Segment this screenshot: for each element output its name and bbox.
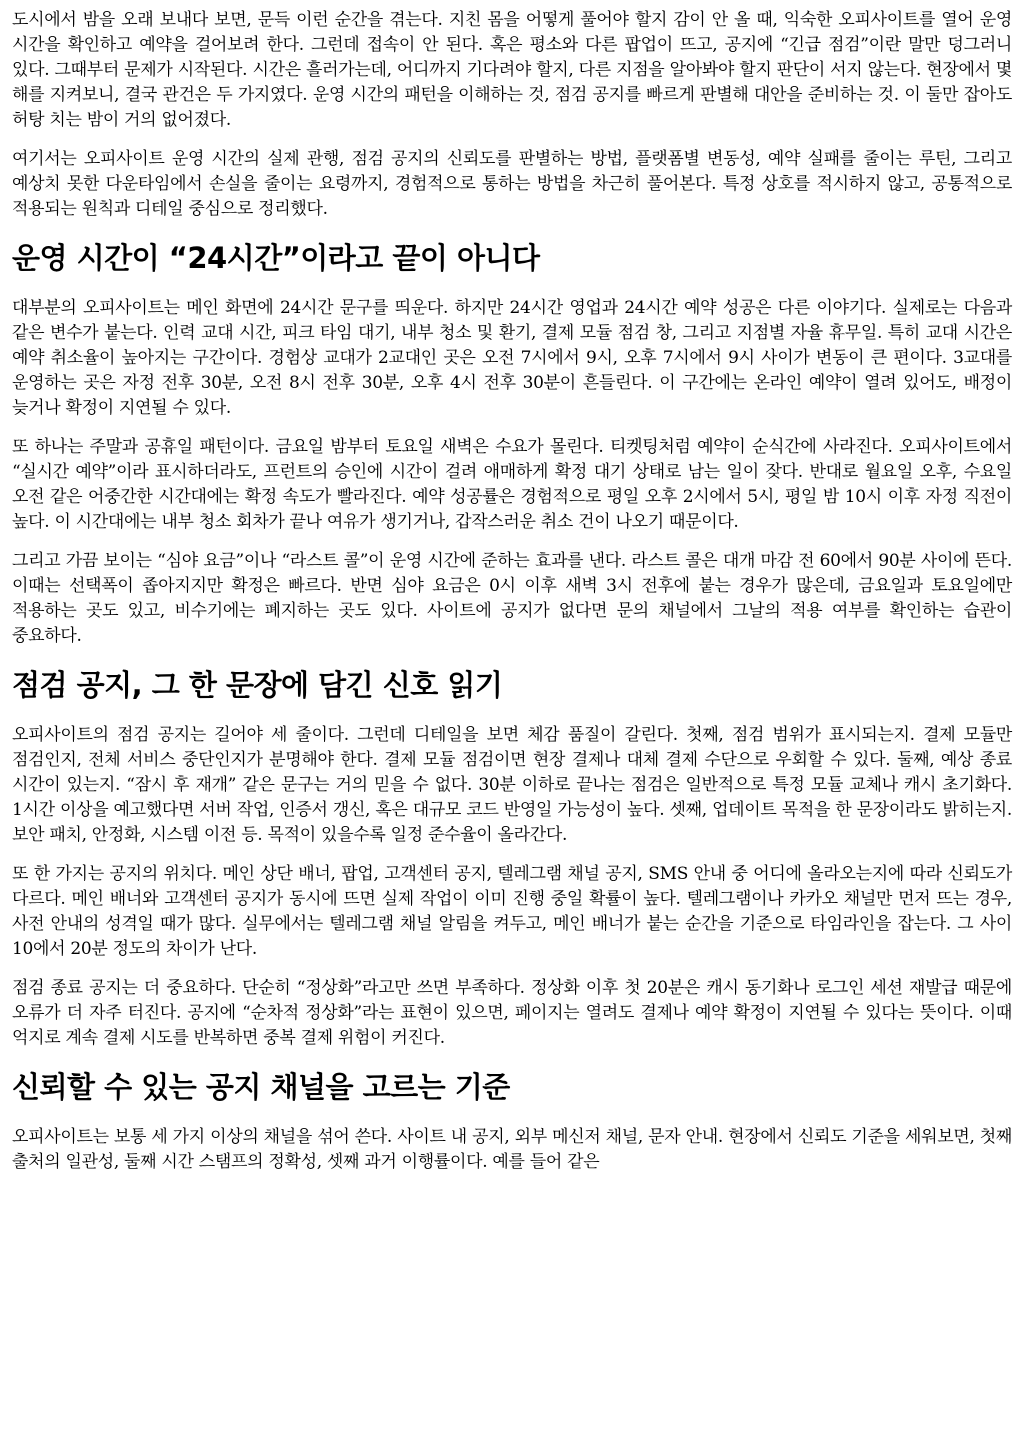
section-heading: 신뢰할 수 있는 공지 채널을 고르는 기준 <box>12 1070 510 1104</box>
section-paragraph: 오피사이트의 점검 공지는 길어야 세 줄이다. 그런데 디테일을 보면 체감 품질이 갈린다. 첫째, 점검 범위가 표시되는지. 결제 모듈만 점검인지, 전체 서비스 중단인지가 분명해야 한다. 결제 모듈 점검이면 현장 결제나 대체 결제 수단으로 우회할 수 있다. 둘째, 예상 종료 시간이 있는지. “잠시 후 재개” 같은 문구는 거의 믿을 수 없다. 30분 이하로 끝나는 점검은 일반적으로 특정 모듈 교체나 캐시 초기화다. 1시간 이상을 예고했다면 서버 작업, 인증서 갱신, 혹은 대규모 코드 반영일 가능성이 높다. 셋째, 업데이트 목적을 한 문장이라도 밝히는지. 보안 패치, 안정화, 시스템 이전 등. 목적이 있을수록 일정 준수율이 올라간다. <box>12 725 1012 845</box>
section-paragraph: 오피사이트는 보통 세 가지 이상의 채널을 섞어 쓴다. 사이트 내 공지, 외부 메신저 채널, 문자 안내. 현장에서 신뢰도 기준을 세워보면, 첫째 출처의 일관성, 둘째 시간 스탬프의 정확성, 셋째 과거 이행률이다. 예를 들어 같은 <box>12 1127 1012 1172</box>
article <box>12 8 1012 1175</box>
intro-paragraph: 여기서는 오피사이트 운영 시간의 실제 관행, 점검 공지의 신뢰도를 판별하는 방법, 플랫폼별 변동성, 예약 실패를 줄이는 루틴, 그리고 예상치 못한 다운타임에서 손실을 줄이는 요령까지, 경험적으로 통하는 방법을 차근히 풀어본다. 특정 상호를 적시하지 않고, 공통적으로 적용되는 원칙과 디테일 중심으로 정리했다. <box>12 149 1012 219</box>
section-paragraph: 그리고 가끔 보이는 “심야 요금”이나 “라스트 콜”이 운영 시간에 준하는 효과를 낸다. 라스트 콜은 대개 마감 전 60에서 90분 사이에 뜬다. 이때는 선택폭이 좁아지지만 확정은 빠르다. 반면 심야 요금은 0시 이후 새벽 3시 전후에 붙는 경우가 많은데, 금요일과 토요일에만 적용하는 곳도 있고, 비수기에는 폐지하는 곳도 있다. 사이트에 공지가 없다면 문의 채널에서 그날의 적용 여부를 확인하는 습관이 중요하다. <box>12 551 1012 646</box>
section-paragraph: 또 하나는 주말과 공휴일 패턴이다. 금요일 밤부터 토요일 새벽은 수요가 몰린다. 티켓팅처럼 예약이 순식간에 사라진다. 오피사이트에서 “실시간 예약”이라 표시하더라도, 프런트의 승인에 시간이 걸려 애매하게 확정 대기 상태로 남는 일이 잦다. 반대로 월요일 오후, 수요일 오전 같은 어중간한 시간대에는 확정 속도가 빨라진다. 예약 성공률은 경험적으로 평일 오후 2시에서 5시, 평일 밤 10시 이후 자정 직전이 높다. 이 시간대에는 내부 청소 회차가 끝나 여유가 생기거나, 갑작스러운 취소 건이 나오기 때문이다. <box>12 437 1012 532</box>
section-paragraph: 점검 종료 공지는 더 중요하다. 단순히 “정상화”라고만 쓰면 부족하다. 정상화 이후 첫 20분은 캐시 동기화나 로그인 세션 재발급 때문에 오류가 더 자주 터진다. 공지에 “순차적 정상화”라는 표현이 있으면, 페이지는 열려도 결제나 예약 확정이 지연될 수 있다는 뜻이다. 이때 억지로 계속 결제 시도를 반복하면 중복 결제 위험이 커진다. <box>12 978 1012 1048</box>
intro-paragraph: 도시에서 밤을 오래 보내다 보면, 문득 이런 순간을 겪는다. 지친 몸을 어떻게 풀어야 할지 감이 안 올 때, 익숙한 오피사이트를 열어 운영 시간을 확인하고 예약을 걸어보려 한다. 그런데 접속이 안 된다. 혹은 평소와 다른 팝업이 뜨고, 공지에 “긴급 점검”이란 말만 덩그러니 있다. 그때부터 문제가 시작된다. 시간은 흘러가는데, 어디까지 기다려야 할지, 다른 지점을 알아봐야 할지 판단이 서지 않는다. 현장에서 몇 해를 지켜보니, 결국 관건은 두 가지였다. 운영 시간의 패턴을 이해하는 것, 점검 공지를 빠르게 판별해 대안을 준비하는 것. 이 둘만 잡아도 허탕 치는 밤이 거의 없어졌다. <box>12 10 1012 130</box>
section-heading: 운영 시간이 “24시간”이라고 끝이 아니다 <box>12 241 540 275</box>
section-paragraph: 대부분의 오피사이트는 메인 화면에 24시간 문구를 띄운다. 하지만 24시간 영업과 24시간 예약 성공은 다른 이야기다. 실제로는 다음과 같은 변수가 붙는다. 인력 교대 시간, 피크 타임 대기, 내부 청소 및 환기, 결제 모듈 점검 창, 그리고 지점별 자율 휴무일. 특히 교대 시간은 예약 취소율이 높아지는 구간이다. 경험상 교대가 2교대인 곳은 오전 7시에서 9시, 오후 7시에서 9시 사이가 변동이 큰 편이다. 3교대를 운영하는 곳은 자정 전후 30분, 오전 8시 전후 30분, 오후 4시 전후 30분이 흔들린다. 이 구간에는 온라인 예약이 열려 있어도, 배정이 늦거나 확정이 지연될 수 있다. <box>12 298 1012 418</box>
section-paragraph: 또 한 가지는 공지의 위치다. 메인 상단 배너, 팝업, 고객센터 공지, 텔레그램 채널 공지, SMS 안내 중 어디에 올라오는지에 따라 신뢰도가 다르다. 메인 배너와 고객센터 공지가 동시에 뜨면 실제 작업이 이미 진행 중일 확률이 높다. 텔레그램이나 카카오 채널만 먼저 뜨는 경우, 사전 안내의 성격일 때가 많다. 실무에서는 텔레그램 채널 알림을 켜두고, 메인 배너가 붙는 순간을 기준으로 타임라인을 잡는다. 그 사이 10에서 20분 정도의 차이가 난다. <box>12 864 1012 959</box>
section-heading: 점검 공지, 그 한 문장에 담긴 신호 읽기 <box>12 668 503 702</box>
